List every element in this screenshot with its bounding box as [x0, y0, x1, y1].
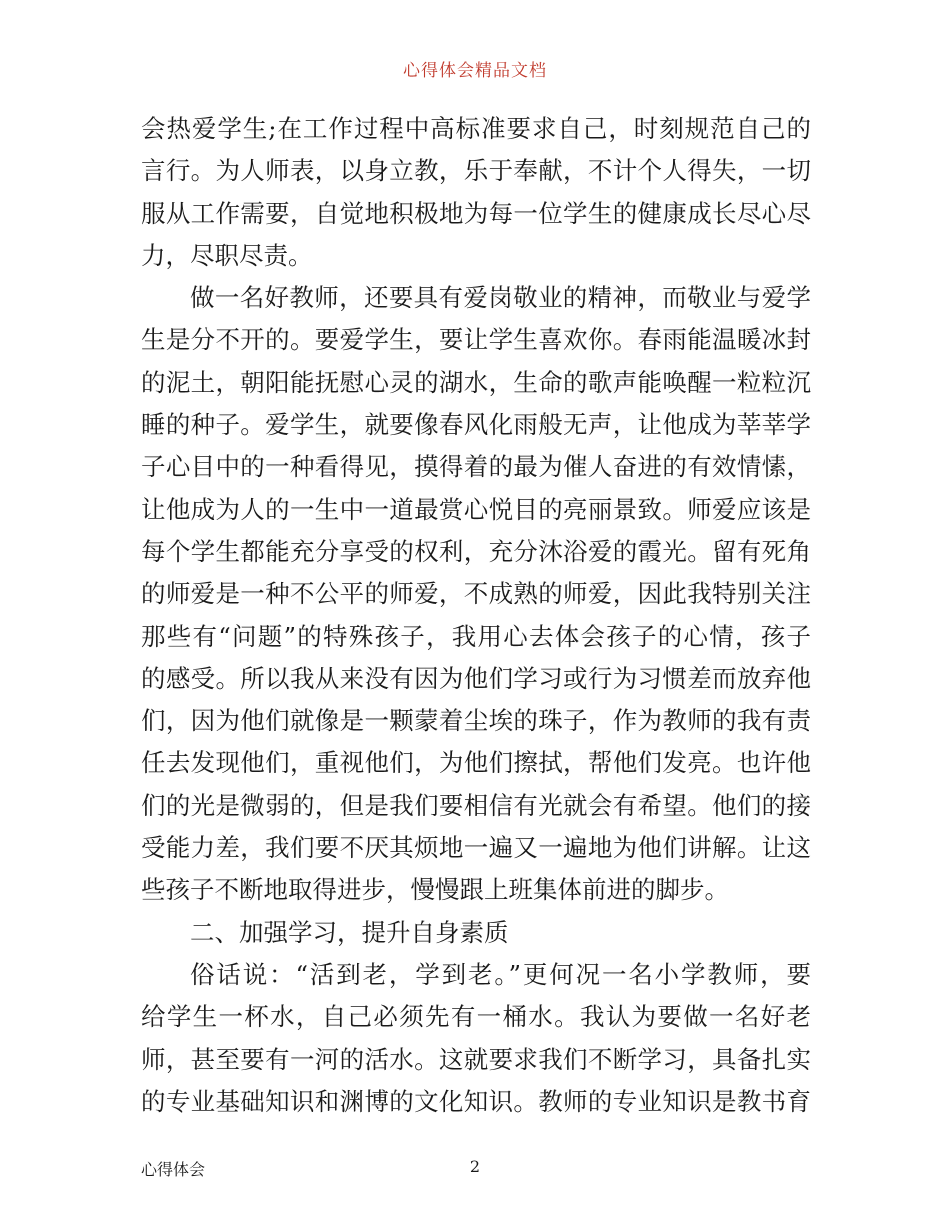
footer-label: 心得体会: [141, 1160, 206, 1179]
text-line: 会热爱学生;在工作过程中高标准要求自己，时刻规范自己的: [141, 114, 811, 143]
text-line: 们的光是微弱的，但是我们要相信有光就会有希望。他们的接: [141, 790, 811, 820]
text-line: 的感受。所以我从来没有因为他们学习或行为习惯差而放弃他: [141, 663, 811, 693]
page-header-title: 心得体会精品文档: [403, 61, 547, 81]
text-line: 的泥土，朝阳能抚慰心灵的湖水，生命的歌声能唤醒一粒粒沉: [141, 367, 811, 397]
text-line: 师，甚至要有一河的活水。这就要求我们不断学习，具备扎实: [141, 1044, 811, 1074]
text-line: 些孩子不断地取得进步，慢慢跟上班集体前进的脚步。: [141, 875, 729, 905]
document-body: [141, 108, 811, 1123]
text-line: 的师爱是一种不公平的师爱，不成熟的师爱，因此我特别关注: [141, 579, 811, 609]
text-line: 任去发现他们，重视他们，为他们擦拭，帮他们发亮。也许他: [141, 748, 811, 778]
text-line: 睡的种子。爱学生，就要像春风化雨般无声，让他成为莘莘学: [141, 410, 811, 440]
text-line: 服从工作需要，自觉地积极地为每一位学生的健康成长尽心尽: [141, 198, 811, 228]
text-line: 生是分不开的。要爱学生，要让学生喜欢你。春雨能温暖冰封: [141, 325, 811, 355]
text-line: 每个学生都能充分享受的权利，充分沐浴爱的霞光。留有死角: [141, 536, 811, 566]
text-line: 的专业基础知识和渊博的文化知识。教师的专业知识是教书育: [141, 1086, 811, 1116]
text-line: 子心目中的一种看得见，摸得着的最为催人奋进的有效情愫，: [141, 452, 811, 482]
text-line: 俗话说：“活到老，学到老。”更何况一名小学教师，要: [190, 959, 811, 989]
text-line: 言行。为人师表，以身立教，乐于奉献，不计个人得失，一切: [141, 156, 811, 186]
text-line: 做一名好教师，还要具有爱岗敬业的精神，而敬业与爱学: [190, 283, 811, 313]
text-line: 二、加强学习，提升自身素质: [190, 917, 509, 947]
text-line: 给学生一杯水，自己必须先有一桶水。我认为要做一名好老: [141, 1002, 811, 1032]
text-line: 让他成为人的一生中一道最赏心悦目的亮丽景致。师爱应该是: [141, 494, 811, 524]
text-line: 们，因为他们就像是一颗蒙着尘埃的珠子，作为教师的我有责: [141, 706, 811, 736]
text-line: 那些有“问题”的特殊孩子，我用心去体会孩子的心情，孩子: [141, 621, 811, 651]
footer-page-number: 2: [469, 1157, 481, 1176]
text-line: 力，尽职尽责。: [141, 240, 313, 270]
text-line: 受能力差，我们要不厌其烦地一遍又一遍地为他们讲解。让这: [141, 833, 811, 863]
